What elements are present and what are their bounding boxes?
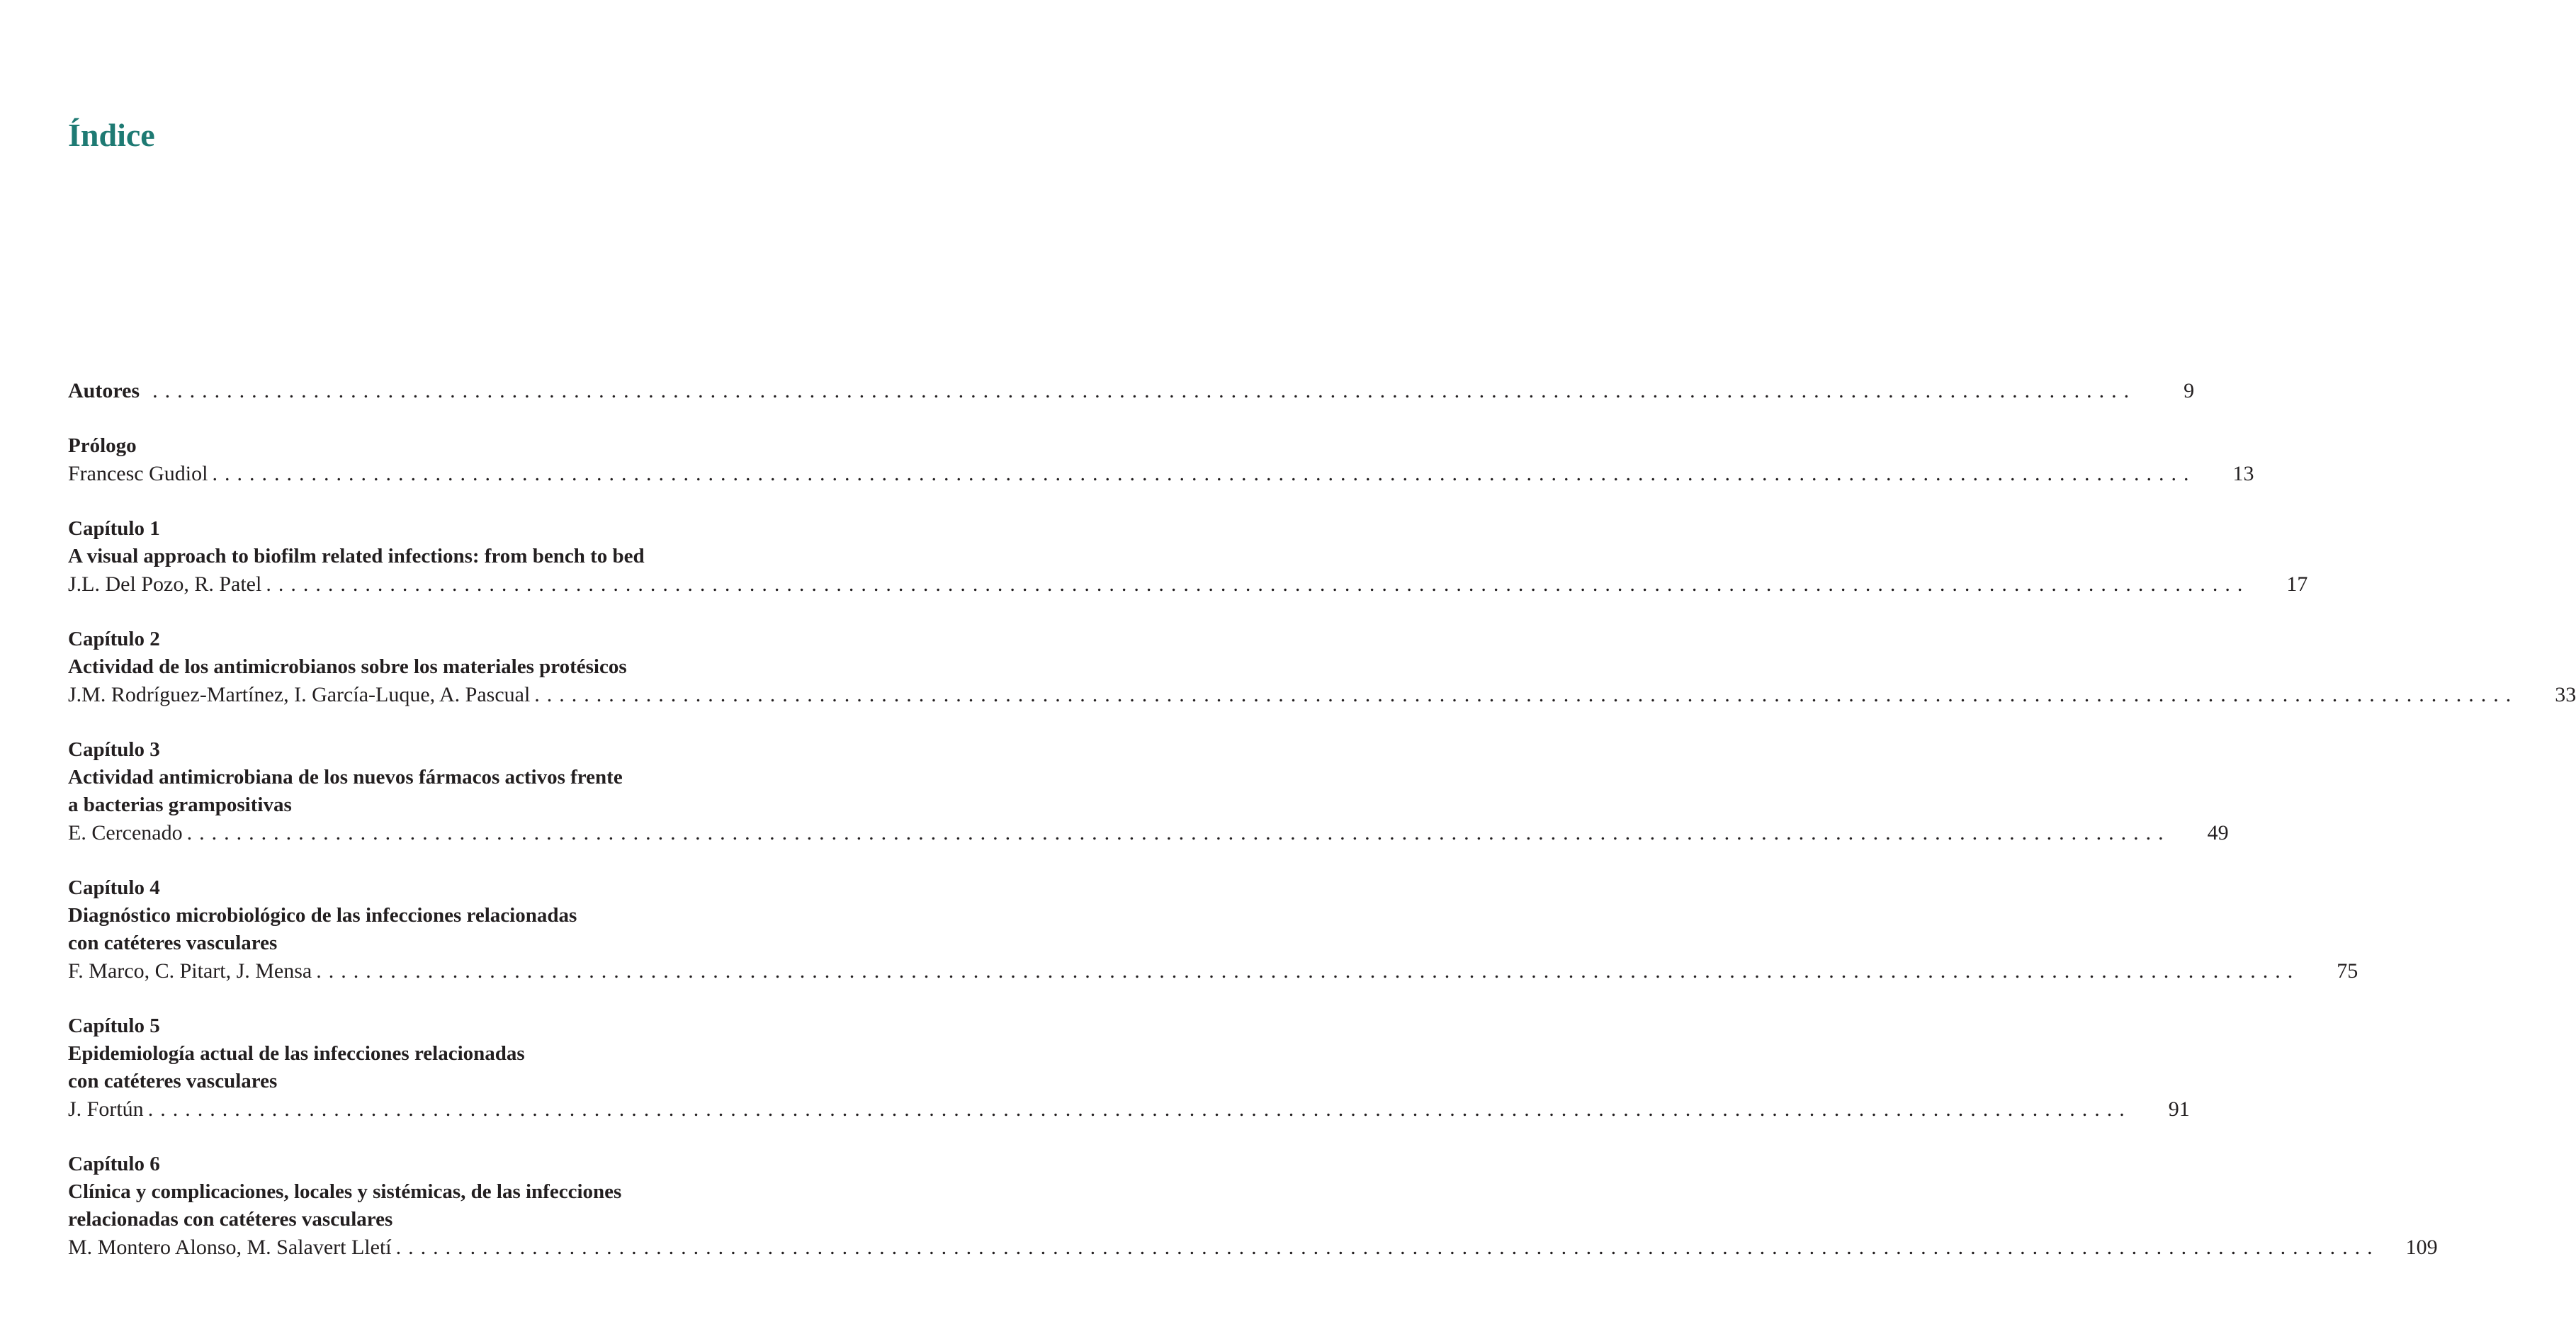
toc-entry-prologo[interactable] <box>68 432 2254 487</box>
toc-entry-chapter-6[interactable] <box>68 1151 2438 1261</box>
toc-entry-chapter-4[interactable] <box>68 874 2358 985</box>
toc-chapter-title: con catéteres vasculares <box>68 932 278 954</box>
toc-chapter-title: A visual approach to biofilm related infections: from bench to bed <box>68 545 645 567</box>
toc-section-title: Autores <box>68 379 140 402</box>
page-number: 109 <box>2405 1236 2438 1259</box>
dot-leader: ................................................................................................................................................................ <box>395 1236 2380 1259</box>
dot-leader: ................................................................................................................................................................ <box>186 821 2171 844</box>
toc-chapter-label: Capítulo 3 <box>68 738 160 761</box>
toc-leader-row <box>68 377 2195 405</box>
page-number: 91 <box>2168 1097 2190 1121</box>
page-number: 75 <box>2337 959 2358 983</box>
page-number: 9 <box>2184 379 2195 402</box>
page-number: 49 <box>2207 821 2229 844</box>
dot-leader: ................................................................................................................................................................ <box>316 959 2300 983</box>
page-title: Índice <box>68 117 155 153</box>
toc-entry-autores[interactable] <box>68 377 2195 405</box>
toc-authors: M. Montero Alonso, M. Salavert Lletí <box>68 1236 392 1259</box>
dot-leader: ................................................................................................................................................................ <box>212 462 2196 485</box>
toc-entry-chapter-1[interactable] <box>68 515 2308 598</box>
table-of-contents <box>68 377 2576 1289</box>
toc-leader-row <box>68 570 2308 598</box>
toc-authors: Francesc Gudiol <box>68 462 208 485</box>
toc-authors: E. Cercenado <box>68 821 183 844</box>
dot-leader: ................................................................................................................................................................ <box>152 379 2137 402</box>
toc-authors: J.L. Del Pozo, R. Patel <box>68 572 262 596</box>
dot-leader: ................................................................................................................................................................ <box>266 572 2250 596</box>
toc-chapter-label: Capítulo 6 <box>68 1153 160 1175</box>
page-number: 13 <box>2232 462 2254 485</box>
toc-entry-chapter-3[interactable] <box>68 736 2229 847</box>
toc-chapter-title: Actividad antimicrobiana de los nuevos fármacos activos frente <box>68 766 623 789</box>
toc-leader-row <box>68 819 2229 847</box>
dot-leader: ................................................................................................................................................................ <box>147 1097 2132 1121</box>
toc-leader-row <box>68 1095 2190 1123</box>
toc-chapter-title: Epidemiología actual de las infecciones relacionadas <box>68 1042 525 1065</box>
toc-chapter-label: Capítulo 5 <box>68 1015 160 1037</box>
toc-authors: J.M. Rodríguez-Martínez, I. García-Luque, A. Pascual <box>68 683 531 706</box>
toc-leader-row <box>68 1233 2438 1261</box>
toc-chapter-title: a bacterias grampositivas <box>68 793 292 816</box>
toc-chapter-title: con catéteres vasculares <box>68 1070 278 1092</box>
toc-chapter-label: Capítulo 2 <box>68 628 160 650</box>
toc-leader-row <box>68 957 2358 985</box>
page-number: 33 <box>2555 683 2576 706</box>
toc-chapter-title: Clínica y complicaciones, locales y sistémicas, de las infecciones <box>68 1180 622 1203</box>
toc-authors: F. Marco, C. Pitart, J. Mensa <box>68 959 312 983</box>
toc-entry-chapter-5[interactable] <box>68 1012 2190 1123</box>
toc-chapter-title: Diagnóstico microbiológico de las infecciones relacionadas <box>68 904 577 927</box>
toc-chapter-title: relacionadas con catéteres vasculares <box>68 1208 393 1231</box>
toc-chapter-label: Capítulo 1 <box>68 517 160 540</box>
toc-entry-chapter-2[interactable] <box>68 626 2576 708</box>
toc-leader-row <box>68 460 2254 487</box>
toc-authors: J. Fortún <box>68 1097 144 1121</box>
toc-leader-row <box>68 681 2576 708</box>
dot-leader: ................................................................................................................................................................ <box>534 683 2519 706</box>
toc-chapter-label: Capítulo 4 <box>68 876 160 899</box>
toc-section-label: Prólogo <box>68 434 137 457</box>
page-number: 17 <box>2286 572 2308 596</box>
toc-chapter-title: Actividad de los antimicrobianos sobre los materiales protésicos <box>68 655 627 678</box>
